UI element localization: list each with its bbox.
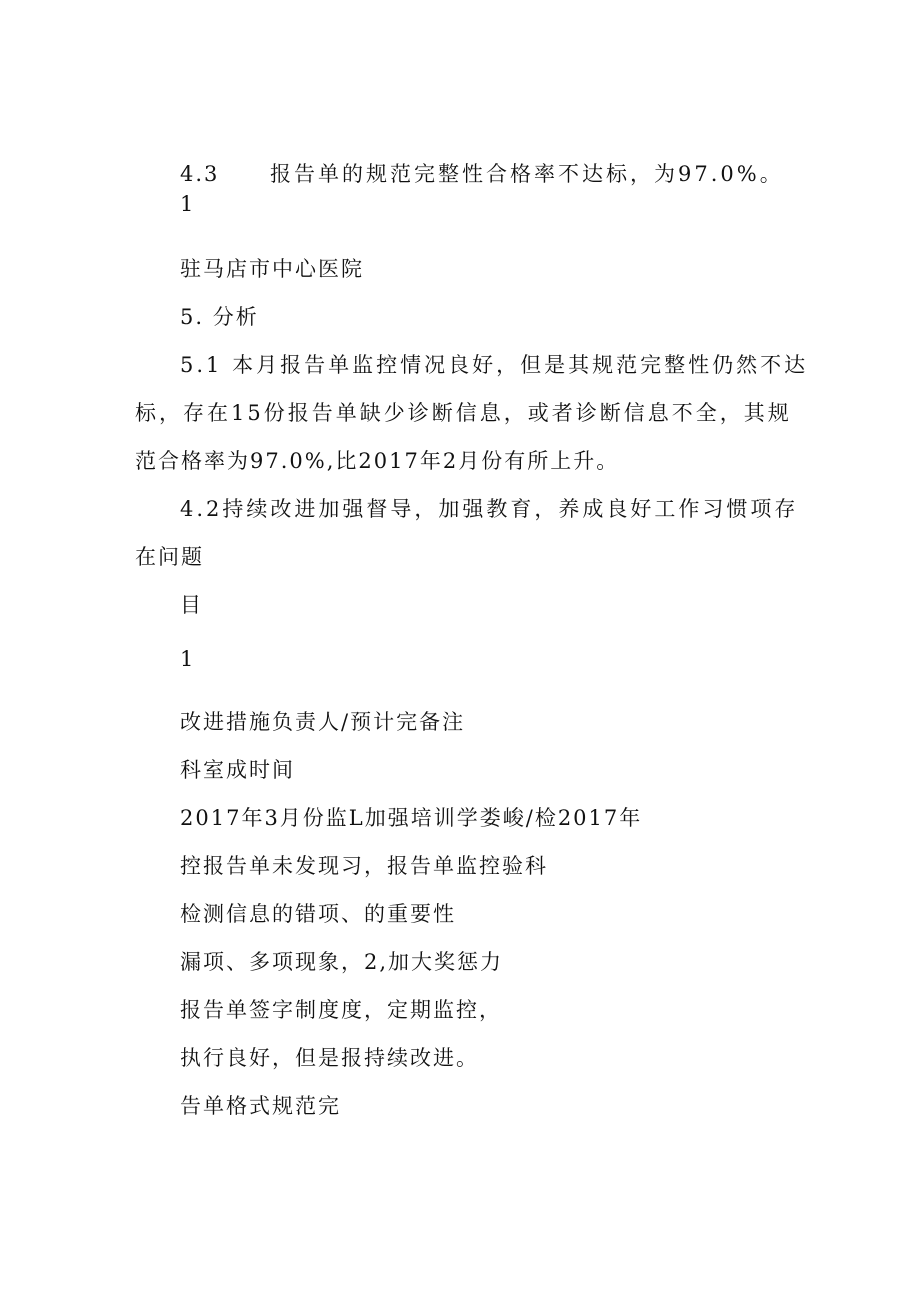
page-mark: 1	[180, 647, 196, 671]
paragraph-line: 标，存在15份报告单缺少诊断信息，或者诊断信息不全，其规	[135, 401, 792, 425]
paragraph-line: 在问题	[135, 545, 204, 569]
table-text-line: 告单格式规范完	[180, 1094, 341, 1118]
item-4-3-number: 4.3	[180, 162, 220, 186]
paragraph-line: 范合格率为97.0%,比2017年2月份有所上升。	[135, 449, 620, 473]
section-heading: 5. 分析	[180, 305, 259, 329]
paragraph-line: 4.2持续改进加强督导，加强教育，养成良好工作习惯项存	[180, 497, 799, 521]
table-text-line: 科室成时间	[180, 758, 295, 782]
table-header-fragment: 目	[180, 593, 203, 617]
paragraph-line: 5.1 本月报告单监控情况良好，但是其规范完整性仍然不达	[180, 353, 809, 377]
page-mark: 1	[180, 192, 196, 216]
hospital-name: 驻马店市中心医院	[180, 257, 364, 281]
table-text-line: 检测信息的错项、的重要性	[180, 902, 456, 926]
table-text-line: 报告单签字制度度，定期监控，	[180, 998, 502, 1022]
table-text-line: 控报告单未发现习，报告单监控验科	[180, 854, 548, 878]
table-text-line: 执行良好，但是报持续改进。	[180, 1046, 479, 1070]
table-text-line: 漏项、多项现象，2,加大奖惩力	[180, 950, 504, 974]
table-text-line: 改进措施负责人/预计完备注	[180, 710, 466, 734]
item-4-3-text: 报告单的规范完整性合格率不达标，为97.0%。	[270, 162, 784, 186]
table-text-line: 2017年3月份监L加强培训学娄峻/检2017年	[180, 806, 643, 830]
